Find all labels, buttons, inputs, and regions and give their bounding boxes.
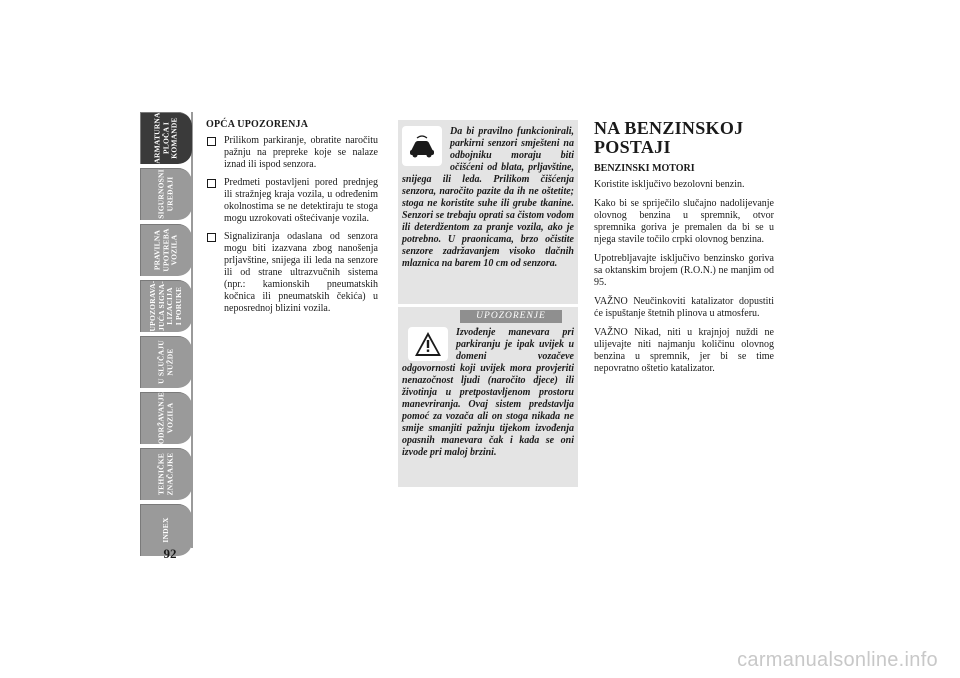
tab-label: SIGURNOSNI UREĐAJI (156, 169, 174, 219)
checkbox-bullet-icon (207, 179, 216, 188)
tab-maintenance[interactable] (140, 392, 192, 444)
note-text: Da bi pravilno funkcionirali, parkirni senzori smješteni na odbojniku moraju biti očišćeni od blata, prljavštine, snijega ili leda. Prilikom čišćenja senzora, naročito pazite da ih ne oštetite; stoga ne koristite suhe ili grube tkanine. Senzori se trebaju oprati sa čistom vodom ili deterdžentom za pranje vozila, ako je potrebno. U praonicama, brzo očistite senzore zadržavanjem visoko tlačnih mlaznica na barem 10 cm od senzora. (402, 126, 574, 269)
page-title: NA BENZINSKOJ POSTAJI (594, 118, 744, 157)
section-tabs (140, 112, 192, 560)
paragraph: Upotrebljavajte isključivo benzinsko goriva sa oktanskim brojem (R.O.N.) ne manjim od 95. (594, 253, 774, 288)
warning-triangle-icon (408, 327, 448, 361)
paragraph: VAŽNO Nikad, niti u krajnjoj nuždi ne ulijevajte niti najmanju količinu olovnog benzina u spremnik, jer bi se time nepovratno oštetio katalizator. (594, 327, 774, 374)
tab-warning-lights[interactable] (140, 280, 192, 332)
fuel-station-section (594, 119, 774, 382)
list-item: Prilikom parkiranje, obratite naročitu pažnju na prepreke koje se nalaze iznad ili ispod senzora. (206, 135, 378, 171)
paragraph: VAŽNO Neučinkoviti katalizator dopustiti će ispuštanje štetnih plinova u atmosferu. (594, 296, 774, 319)
warning-text: Izvođenje manevara pri parkiranju je ipak uvijek u domeni vozačeve odgovornosti koji uvijek mora provjeriti nenazočnost ljudi (naročito djece) ili životinja u pretpostavljenom prostoru manevriranja. Ovaj sistem predstavlja pomoć za vozača ali on stoga nikada ne smije smanjiti pažnju tijekom izvođenja opasnih manevara čak i kada se oni izvode pri maloj brzini. (402, 327, 574, 458)
tab-instruments-controls[interactable] (140, 112, 192, 164)
tab-emergency[interactable] (140, 336, 192, 388)
section-heading: OPĆA UPOZORENJA (206, 119, 309, 130)
tab-correct-use[interactable] (140, 224, 192, 276)
car-parking-icon (402, 126, 442, 166)
tab-label: PRAVILNA UPOTREBA VOZILA (152, 228, 179, 272)
watermark: carmanualsonline.info (737, 649, 938, 671)
tab-label: INDEX (160, 517, 170, 543)
warning-box (398, 307, 578, 487)
general-warnings-section (206, 119, 378, 321)
list-item: Predmeti postavljeni pored prednjeg ili stražnjeg kraja vozila, u određenim okolnostima se ne detektiraju te stoga mogu uzrokovati oštećivanje vozila. (206, 177, 378, 225)
tab-label: UPOZORAVA- JUĆA SIGNA- LIZACIJA I PORUKE (148, 280, 183, 332)
paragraph: Kako bi se spriječilo slučajno nadolijevanje olovnog benzina u spremnik, otvor spremnika goriva je premalen da bi se u njega stavile točilo crpki olovnog benzina. (594, 198, 774, 245)
tab-label: TEHNIČKE ZNAČAJKE (156, 452, 174, 496)
section-heading: BENZINSKI MOTORI (594, 163, 695, 174)
cleaning-note-box (398, 120, 578, 304)
page-number: 92 (163, 546, 177, 561)
checkbox-bullet-icon (207, 137, 216, 146)
paragraph: Koristite isključivo bezolovni benzin. (594, 179, 745, 190)
tab-label: ARMATURNA PLOČA I KOMANDE (152, 112, 179, 164)
checkbox-bullet-icon (207, 233, 216, 242)
warning-heading: UPOZORENJE (460, 310, 562, 323)
tab-safety-devices[interactable] (140, 168, 192, 220)
tab-label: ODRŽAVANJE VOZILA (156, 391, 174, 445)
list-item: Signaliziranja odaslana od senzora mogu biti izazvana zbog nanošenja prljavštine, snijega ili leda na senzore ili od strane ultrazvučnih sistema (npr.: kamionskih pneumatskih kočnica ili pneumatskih čekića) u neposrednoj blizini vozila. (206, 231, 378, 315)
tab-label: U SLUČAJU NUŽDE (156, 340, 174, 384)
tab-technical-specs[interactable] (140, 448, 192, 500)
